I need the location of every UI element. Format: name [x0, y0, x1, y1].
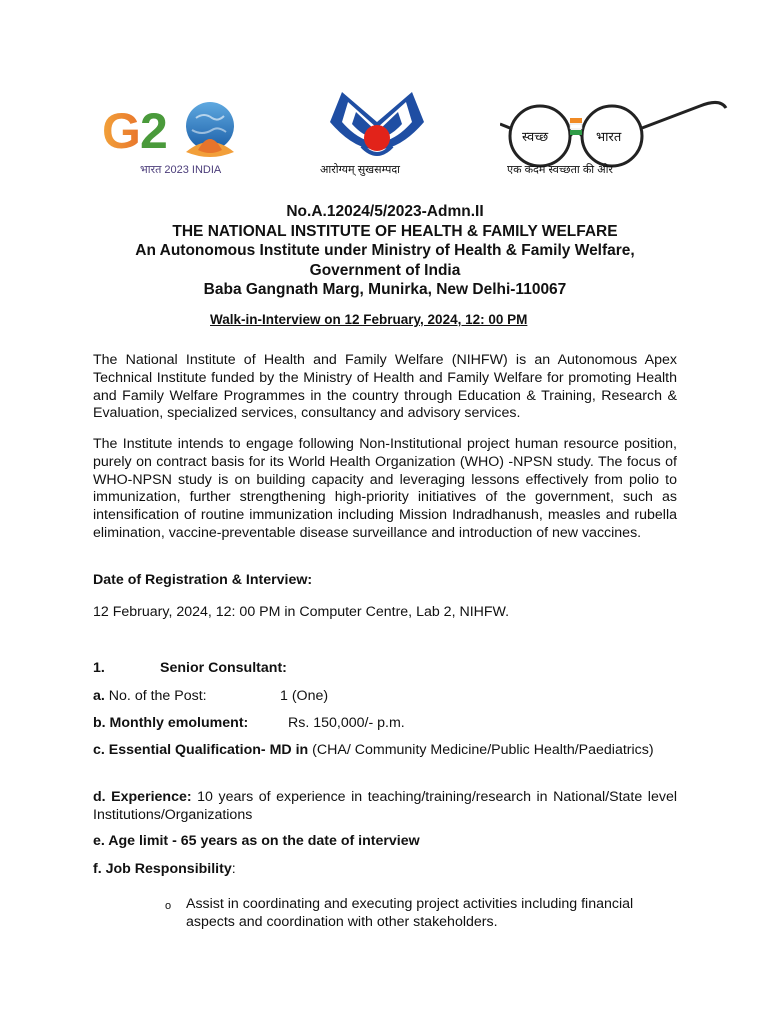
institute-name: THE NATIONAL INSTITUTE OF HEALTH & FAMILY WELFARE: [172, 222, 618, 240]
g20-caption: भारत 2023 INDIA: [140, 164, 222, 176]
posts-label: a. No. of the Post:: [93, 688, 207, 704]
nihfw-motto: आरोग्यम् सुखसम्पदा: [320, 164, 401, 176]
emolument-label: b. Monthly emolument:: [93, 715, 249, 731]
institute-address: Baba Gangnath Marg, Munirka, New Delhi-110067: [203, 281, 567, 298]
logo-strip: [0, 80, 770, 180]
qualification: [93, 742, 677, 760]
swachh-word-2: भारत: [596, 130, 622, 145]
posts-value: 1 (One): [280, 688, 329, 704]
purpose-paragraph: The Institute intends to engage following Non-Institutional project human resource position, purely on contract basis for its World Health Organization (WHO) -NPSN study. The focus of WHO-NPSN study is on building capacity and leveraging lessons effectively from polio to immunization, further strengthening high-priority initiatives of the government, such as intensification of routine immunization including Mission Indradhanush, measles and rubella elimination, vaccine-preventable disease surveillance and introduction of new vaccines.: [93, 436, 677, 541]
institute-status: An Autonomous Institute under Ministry of Health & Family Welfare,: [135, 242, 635, 259]
intro-paragraph: The National Institute of Health and Family Welfare (NIHFW) is an Autonomous Apex Technical Institute funded by the Ministry of Health and Family Welfare for promoting Health and Family Welfare Programmes in the country through Education & Training, Research & Evaluation, specialized services, consultancy and advisory services.: [93, 352, 677, 422]
experience: [93, 789, 677, 825]
job-responsibility-heading: [93, 861, 236, 877]
qualification-label: c. Essential Qualification- MD in: [93, 742, 309, 758]
emolument-value: Rs. 150,000/- p.m.: [288, 715, 405, 731]
age-limit: e. Age limit - 65 years as on the date of interview: [93, 833, 420, 849]
qualification-value: (CHA/ Community Medicine/Public Health/Paediatrics): [312, 742, 654, 758]
responsibility-item: Assist in coordinating and executing project activities including financial aspects and coordination with other stakeholders.: [186, 896, 634, 930]
posts-label-text: No. of the Post:: [108, 688, 207, 704]
walk-in-heading: Walk-in-Interview on 12 February, 2024, 12: 00 PM: [210, 312, 528, 327]
experience-label: d. Experience:: [93, 789, 192, 805]
government-line: Government of India: [309, 261, 461, 279]
swachh-word-1: स्वच्छ: [522, 130, 549, 145]
svg-text:G: G: [102, 103, 141, 159]
experience-value: 10 years of experience in teaching/training/research in National/State level Institutions/Organizations: [93, 789, 677, 823]
registration-details: 12 February, 2024, 12: 00 PM in Computer Centre, Lab 2, NIHFW.: [93, 604, 510, 620]
reference-number: No.A.12024/5/2023-Admn.II: [286, 203, 484, 220]
svg-text:2: 2: [140, 103, 168, 159]
registration-heading: Date of Registration & Interview:: [93, 572, 313, 588]
job-label: f. Job Responsibility: [93, 861, 232, 877]
document-header: [0, 202, 770, 300]
position-title: Senior Consultant:: [160, 660, 287, 676]
job-colon: :: [231, 861, 236, 877]
bullet-marker: o: [165, 900, 172, 912]
swachh-tagline: एक कदम स्वच्छता की ओर: [507, 164, 613, 176]
position-number: 1.: [93, 660, 105, 676]
